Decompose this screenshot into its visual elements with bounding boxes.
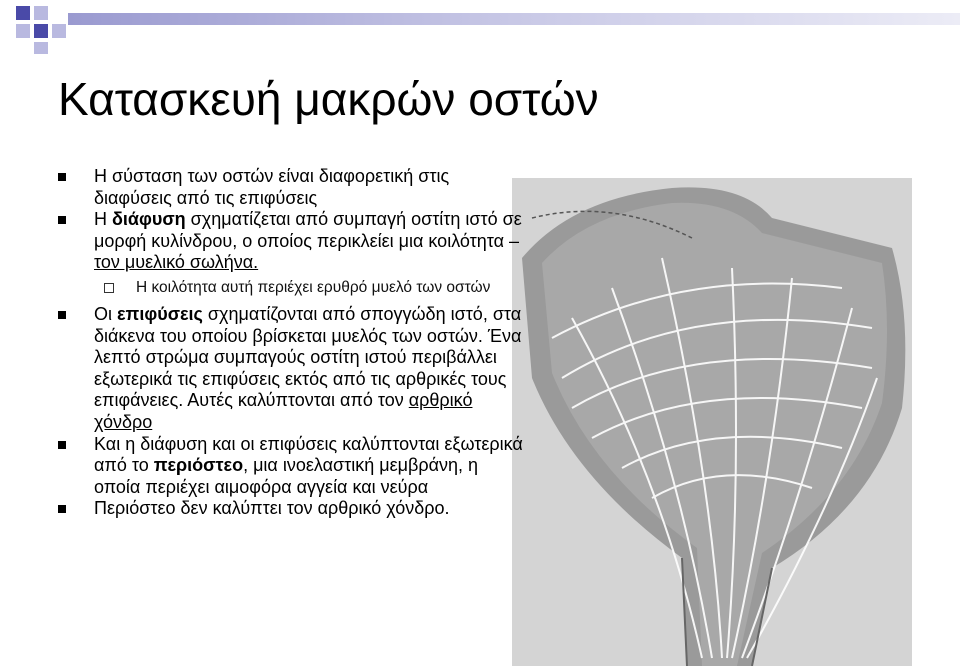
- articular-cartilage-link[interactable]: αρθρικό χόνδρο: [94, 390, 473, 432]
- slide-title: Κατασκευή μακρών οστών: [58, 73, 599, 125]
- hollow-square-bullet-icon: [104, 283, 114, 293]
- square-bullet-icon: [58, 311, 66, 319]
- list-item: Και η διάφυση και οι επιφύσεις καλύπτονται εξωτερικά από το περιόστεο, μια ινοελαστική μεμβράνη, η οποία περιέχει αιμοφόρα αγγεία και νεύρα: [58, 434, 528, 499]
- list-item: Περιόστεο δεν καλύπτει τον αρθρικό χόνδρο.: [58, 498, 528, 520]
- square-bullet-icon: [58, 173, 66, 181]
- myelic-tube-link[interactable]: τον μυελικό σωλήνα.: [94, 252, 259, 273]
- list-item: Η σύσταση των οστών είναι διαφορετική στις διαφύσεις από τις επιφύσεις: [58, 166, 528, 209]
- list-item: Οι επιφύσεις σχηματίζονται από σπογγώδη ιστό, στα διάκενα του οποίου βρίσκεται μυελός των οστών. Ένα λεπτό στρώμα συμπαγούς οστίτη ιστού περιβάλλει εξωτερικά τις επιφύσεις εκτός από τις αρθρικές τους επιφάνειες. Αυτές καλύπτονται από τον αρθρικό χόνδρο: [58, 304, 528, 434]
- header-decoration: [0, 0, 960, 60]
- square-bullet-icon: [58, 441, 66, 449]
- square-bullet-icon: [58, 216, 66, 224]
- bone-cross-section-illustration: [512, 178, 912, 666]
- sub-list-item: Η κοιλότητα αυτή περιέχει ερυθρό μυελό των οστών: [58, 278, 528, 298]
- bullet-list: [58, 166, 528, 520]
- list-item: Η διάφυση σχηματίζεται από συμπαγή οστίτη ιστό σε μορφή κυλίνδρου, ο οποίος περικλείει μια κοιλότητα – τον μυελικό σωλήνα.: [58, 209, 528, 274]
- square-bullet-icon: [58, 505, 66, 513]
